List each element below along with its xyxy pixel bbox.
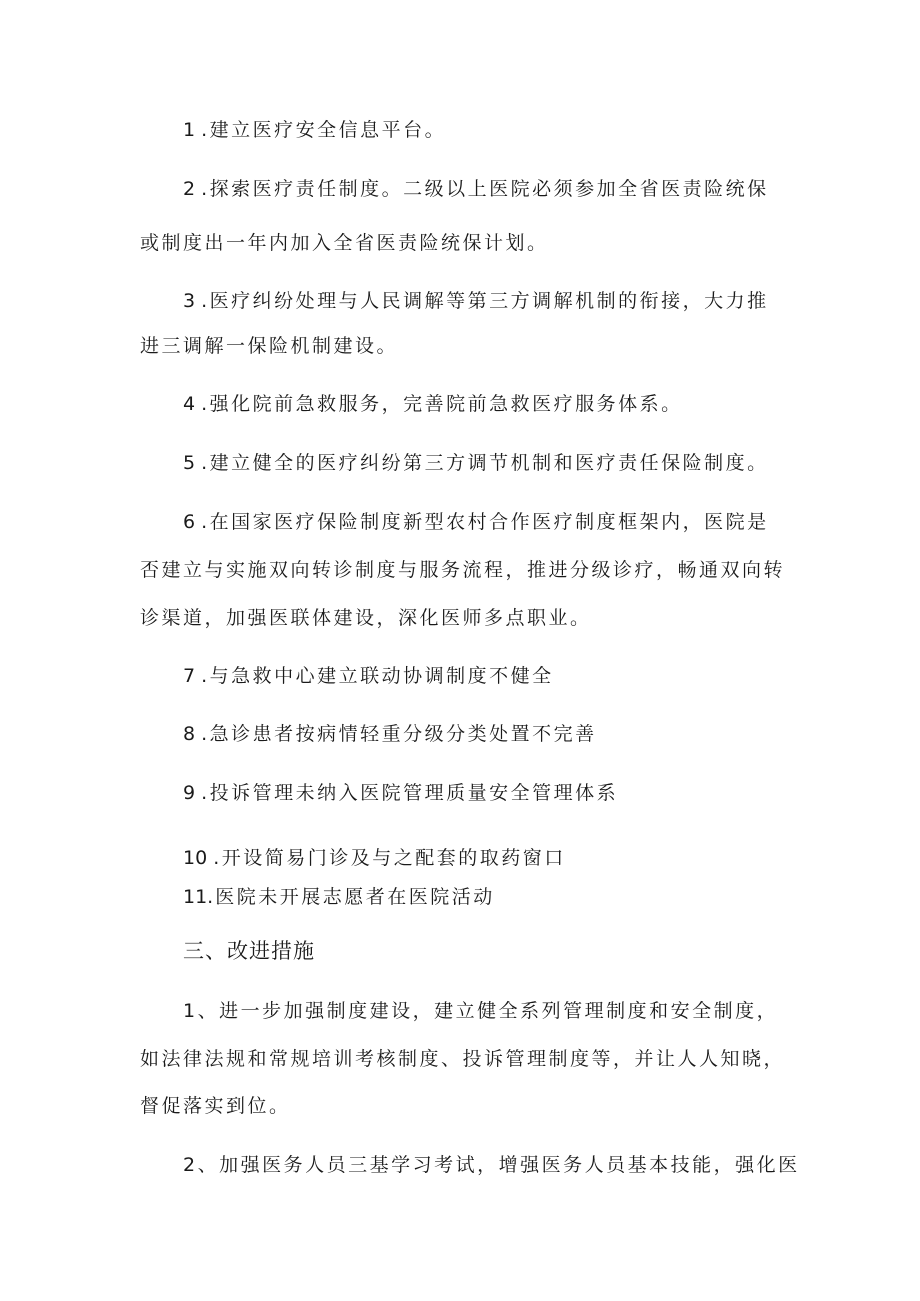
item-number: 6 xyxy=(183,511,196,533)
item-number: 4 xyxy=(183,393,196,415)
item-6-continuation: 否建立与实施双向转诊制度与服务流程，推进分级诊疗，畅通双向转 xyxy=(140,559,786,581)
item-number: 10 xyxy=(183,847,208,869)
item-1 xyxy=(183,117,833,143)
item-4 xyxy=(183,391,833,417)
item-7 xyxy=(183,663,833,689)
item-text: .建立健全的医疗纠纷第三方调节机制和医疗责任保险制度。 xyxy=(201,452,769,474)
item-text: .在国家医疗保险制度新型农村合作医疗制度框架内，医院是 xyxy=(201,511,769,533)
item-number: 7 xyxy=(183,665,196,687)
item-10 xyxy=(183,845,833,871)
measure-2: 2、加强医务人员三基学习考试，增强医务人员基本技能，强化医 xyxy=(183,1154,800,1176)
item-6-continuation: 诊渠道，加强医联体建设，深化医师多点职业。 xyxy=(140,607,592,629)
item-number: 9 xyxy=(183,782,196,804)
item-3-continuation: 进三调解一保险机制建设。 xyxy=(140,335,399,357)
item-number: 2 xyxy=(183,178,196,200)
item-number: 8 xyxy=(183,723,196,745)
item-number: 3 xyxy=(183,290,196,312)
item-5 xyxy=(183,450,833,476)
measure-1-continuation: 督促落实到位。 xyxy=(140,1095,291,1117)
item-number: 11. xyxy=(183,886,214,908)
item-3 xyxy=(183,288,833,314)
item-text: 医院未开展志愿者在医院活动 xyxy=(215,886,495,908)
item-text: .开设简易门诊及与之配套的取药窗口 xyxy=(213,847,566,869)
item-text: .医疗纠纷处理与人民调解等第三方调解机制的衔接，大力推 xyxy=(201,290,769,312)
item-text: .建立医疗安全信息平台。 xyxy=(201,119,447,141)
item-2-continuation: 或制度出一年内加入全省医责险统保计划。 xyxy=(140,232,549,254)
item-text: .投诉管理未纳入医院管理质量安全管理体系 xyxy=(201,782,619,804)
item-text: .与急救中心建立联动协调制度不健全 xyxy=(201,665,554,687)
item-number: 1 xyxy=(183,119,196,141)
measure-1-continuation: 如法律法规和常规培训考核制度、投诉管理制度等，并让人人知晓， xyxy=(140,1048,786,1070)
item-6 xyxy=(183,509,833,535)
item-11 xyxy=(183,884,833,910)
item-text: .探索医疗责任制度。二级以上医院必须参加全省医责险统保 xyxy=(201,178,769,200)
section-heading: 三、改进措施 xyxy=(183,939,315,963)
measure-1: 1、进一步加强制度建设，建立健全系列管理制度和安全制度， xyxy=(183,1000,779,1022)
item-text: .急诊患者按病情轻重分级分类处置不完善 xyxy=(201,723,597,745)
item-2 xyxy=(183,176,833,202)
item-text: .强化院前急救服务，完善院前急救医疗服务体系。 xyxy=(201,393,683,415)
item-number: 5 xyxy=(183,452,196,474)
item-8 xyxy=(183,721,833,747)
item-9 xyxy=(183,780,833,806)
